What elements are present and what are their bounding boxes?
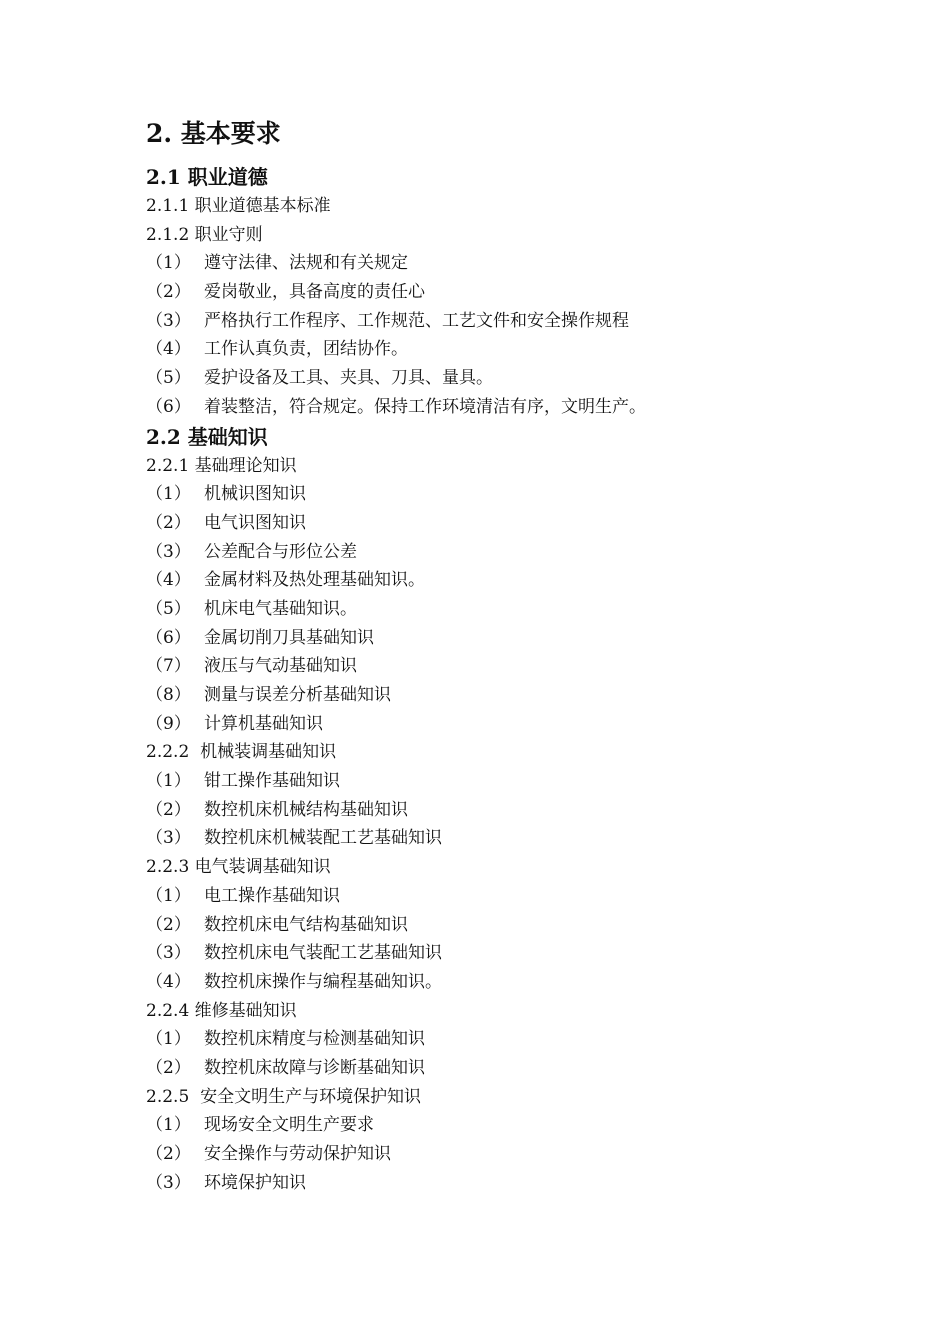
item-number: （9） — [146, 713, 191, 734]
document-content — [146, 114, 846, 1197]
list-2-2-3 — [146, 882, 846, 997]
item-number: （3） — [146, 1172, 191, 1193]
item-number: （5） — [146, 598, 191, 619]
item-number: （3） — [146, 828, 191, 849]
clause-2-1-2: 2.1.2 职业守则 — [146, 224, 263, 245]
item-text: 机床电气基础知识。 — [204, 598, 357, 619]
item-text: 遵守法律、法规和有关规定 — [204, 253, 408, 274]
item-text: 机械识图知识 — [204, 484, 306, 505]
item-text: 安全操作与劳动保护知识 — [204, 1144, 391, 1164]
item-text: 现场安全文明生产要求 — [204, 1115, 374, 1136]
item-number: （2） — [146, 282, 191, 303]
item-number: （7） — [146, 656, 191, 677]
list-item — [146, 1025, 846, 1054]
item-text: 环境保护知识 — [204, 1172, 306, 1193]
item-text: 数控机床电气装配工艺基础知识 — [204, 943, 442, 964]
item-number: （4） — [146, 339, 191, 360]
item-number: （2） — [146, 1057, 191, 1078]
item-number: （1） — [146, 885, 191, 906]
item-text: 数控机床故障与诊断基础知识 — [204, 1057, 425, 1078]
item-text: 数控机床操作与编程基础知识。 — [204, 971, 442, 992]
list-item — [146, 480, 846, 509]
item-number: （6） — [146, 627, 191, 648]
list-item — [146, 364, 846, 393]
list-item — [146, 652, 846, 681]
list-item — [146, 710, 846, 739]
list-2-1-2 — [146, 249, 846, 421]
list-item — [146, 393, 846, 422]
list-item — [146, 1111, 846, 1140]
item-text: 公差配合与形位公差 — [204, 541, 357, 562]
item-number: （1） — [146, 253, 191, 274]
item-number: （1） — [146, 1029, 191, 1050]
item-text: 金属材料及热处理基础知识。 — [204, 570, 425, 591]
item-text: 爱岗敬业，具备高度的责任心 — [204, 282, 425, 303]
list-2-2-1 — [146, 480, 846, 738]
clause-2-2-5: 2.2.5 安全文明生产与环境保护知识 — [146, 1086, 422, 1107]
item-text: 数控机床精度与检测基础知识 — [204, 1029, 425, 1050]
item-number: （2） — [146, 914, 191, 935]
item-number: （3） — [146, 943, 191, 964]
list-item — [146, 307, 846, 336]
list-item — [146, 278, 846, 307]
item-number: （8） — [146, 685, 191, 705]
list-item — [146, 249, 846, 278]
item-number: （4） — [146, 570, 191, 591]
list-item — [146, 767, 846, 796]
item-text: 金属切削刀具基础知识 — [204, 627, 374, 648]
item-number: （3） — [146, 541, 191, 562]
item-text: 着装整洁，符合规定。保持工作环境清洁有序，文明生产。 — [204, 396, 646, 417]
item-text: 测量与误差分析基础知识 — [204, 685, 391, 705]
item-number: （2） — [146, 1144, 191, 1164]
list-2-2-2 — [146, 767, 846, 853]
section-title: 2. 基本要求 — [146, 119, 281, 148]
list-item — [146, 566, 846, 595]
item-text: 爱护设备及工具、夹具、刀具、量具。 — [204, 368, 493, 389]
clause-2-2-1: 2.2.1 基础理论知识 — [146, 455, 297, 476]
subsection-title-2-1: 2.1 职业道德 — [146, 165, 268, 189]
clause-2-2-4: 2.2.4 维修基础知识 — [146, 1000, 297, 1021]
list-item — [146, 335, 846, 364]
list-item — [146, 1140, 846, 1169]
clause-2-2-2: 2.2.2 机械装调基础知识 — [146, 742, 337, 763]
list-item — [146, 681, 846, 710]
subsection-title-2-2: 2.2 基础知识 — [146, 424, 268, 449]
item-number: （1） — [146, 1115, 191, 1136]
list-item — [146, 824, 846, 853]
list-item — [146, 882, 846, 911]
list-item — [146, 911, 846, 940]
item-number: （4） — [146, 971, 191, 992]
item-number: （6） — [146, 396, 191, 417]
clause-2-2-3: 2.2.3 电气装调基础知识 — [146, 857, 331, 878]
item-number: （1） — [146, 771, 191, 792]
item-number: （2） — [146, 512, 191, 533]
item-text: 液压与气动基础知识 — [204, 656, 357, 677]
list-item — [146, 538, 846, 567]
list-item — [146, 939, 846, 968]
list-item — [146, 1169, 846, 1198]
item-text: 严格执行工作程序、工作规范、工艺文件和安全操作规程 — [204, 310, 629, 331]
list-2-2-4 — [146, 1025, 846, 1082]
list-item — [146, 509, 846, 538]
list-2-2-5 — [146, 1111, 846, 1197]
item-text: 工作认真负责，团结协作。 — [204, 339, 408, 360]
item-text: 数控机床电气结构基础知识 — [204, 914, 408, 935]
item-number: （3） — [146, 310, 191, 331]
item-text: 数控机床机械装配工艺基础知识 — [204, 828, 442, 849]
item-text: 数控机床机械结构基础知识 — [204, 799, 408, 820]
clause-2-1-1: 2.1.1 职业道德基本标准 — [146, 196, 331, 216]
item-number: （5） — [146, 368, 191, 389]
item-text: 电工操作基础知识 — [204, 885, 340, 906]
list-item — [146, 1054, 846, 1083]
list-item — [146, 624, 846, 653]
list-item — [146, 796, 846, 825]
item-text: 计算机基础知识 — [204, 713, 323, 734]
item-text: 电气识图知识 — [204, 512, 306, 533]
list-item — [146, 968, 846, 997]
list-item — [146, 595, 846, 624]
item-text: 钳工操作基础知识 — [204, 771, 340, 792]
item-number: （1） — [146, 484, 191, 505]
item-number: （2） — [146, 799, 191, 820]
